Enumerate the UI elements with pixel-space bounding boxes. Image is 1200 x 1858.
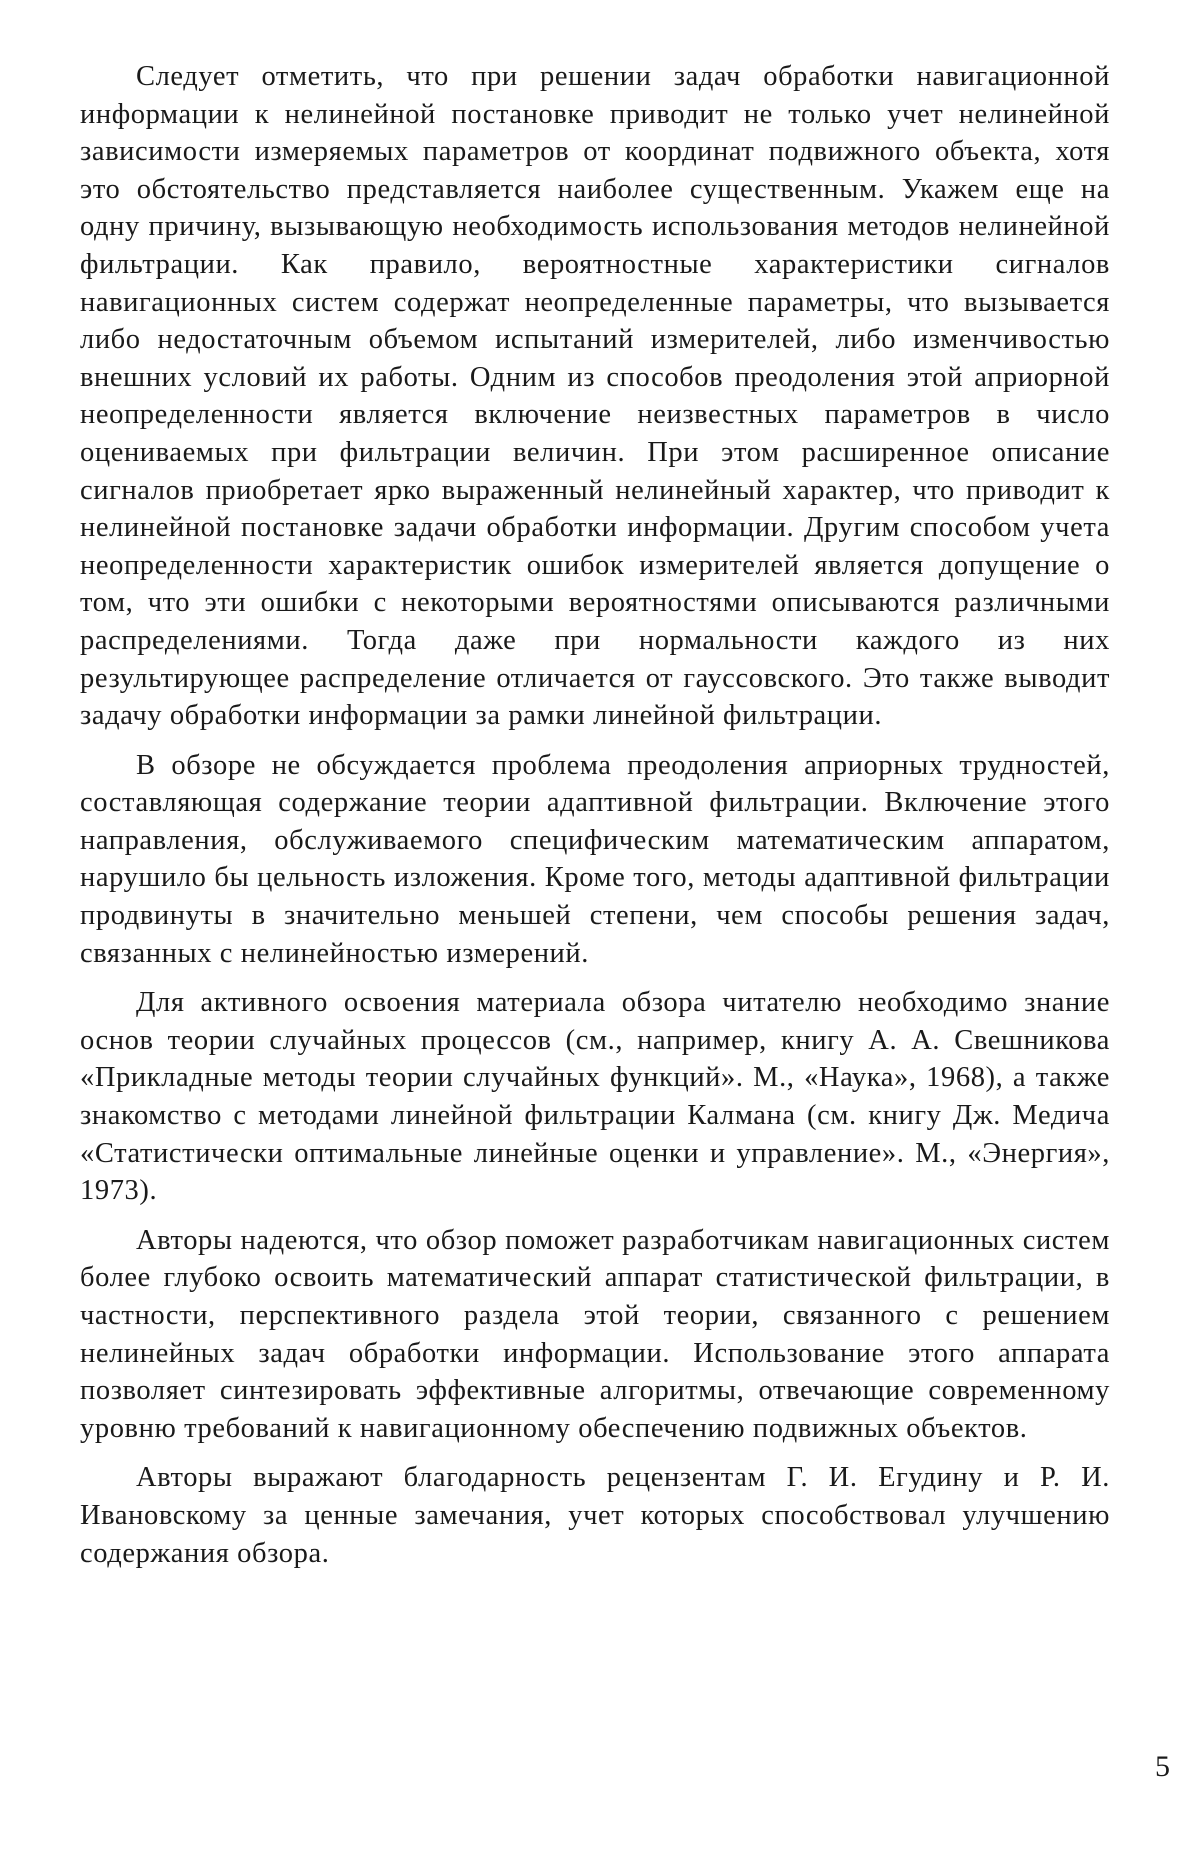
page-number: 5	[1155, 1750, 1170, 1783]
paragraph-adaptive-filtering: В обзоре не обсуждается проблема преодоления априорных трудностей, составляющая содержание теории адаптивной фильтрации. Включение этого направления, обслуживаемого специфическим математическим аппаратом, нарушило бы цельность изложения. Кроме того, методы адаптивной фильтрации продвинуты в значительно меньшей степени, чем способы решения задач, связанных с нелинейностью измерений.	[80, 749, 1110, 969]
paragraph-nonlinear-causes: Следует отметить, что при решении задач обработки навигационной информации к нелинейной постановке приводит не только учет нелинейной зависимости измеряемых параметров от координат подвижного объекта, хотя это обстоятельство представляется наиболее существенным. Укажем еще на одну причину, вызывающую необходимость использования методов нелинейной фильтрации. Как правило, вероятностные характеристики сигналов навигационных систем содержат неопределенные параметры, что вызывается либо недостаточным объемом испытаний измерителей, либо изменчивостью внешних условий их работы. Одним из способов преодоления этой априорной неопределенности является включение неизвестных параметров в число оцениваемых при фильтрации величин. При этом расширенное описание сигналов приобретает ярко выраженный нелинейный характер, что приводит к нелинейной постановке задачи обработки информации. Другим способом учета неопределенности характеристик ошибок измерителей является допущение о том, что эти ошибки с некоторыми вероятностями описываются различными распределениями. Тогда даже при нормальности каждого из них результирующее распределение отличается от гауссовского. Это также выводит задачу обработки информации за рамки линейной фильтрации.	[80, 61, 1110, 732]
page-body	[80, 58, 1110, 1798]
paragraph-prerequisites: Для активного освоения материала обзора читателю необходимо знание основ теории случайных процессов (см., например, книгу А. А. Свешникова «Прикладные методы теории случайных функций». М., «Наука», 1968), а также знакомство с методами линейной фильтрации Калмана (см. книгу Дж. Медича «Статистически оптимальные линейные оценки и управление». М., «Энергия», 1973).	[80, 987, 1110, 1207]
paragraph-authors-hope: Авторы надеются, что обзор поможет разработчикам навигационных систем более глубоко освоить математический аппарат статистической фильтрации, в частности, перспективного раздела этой теории, связанного с решением нелинейных задач обработки информации. Использование этого аппарата позволяет синтезировать эффективные алгоритмы, отвечающие современному уровню требований к навигационному обеспечению подвижных объектов.	[80, 1224, 1110, 1444]
paragraph-acknowledgements: Авторы выражают благодарность рецензентам Г. И. Егудину и Р. И. Ивановскому за ценные замечания, учет которых способствовал улучшению содержания обзора.	[80, 1462, 1110, 1569]
